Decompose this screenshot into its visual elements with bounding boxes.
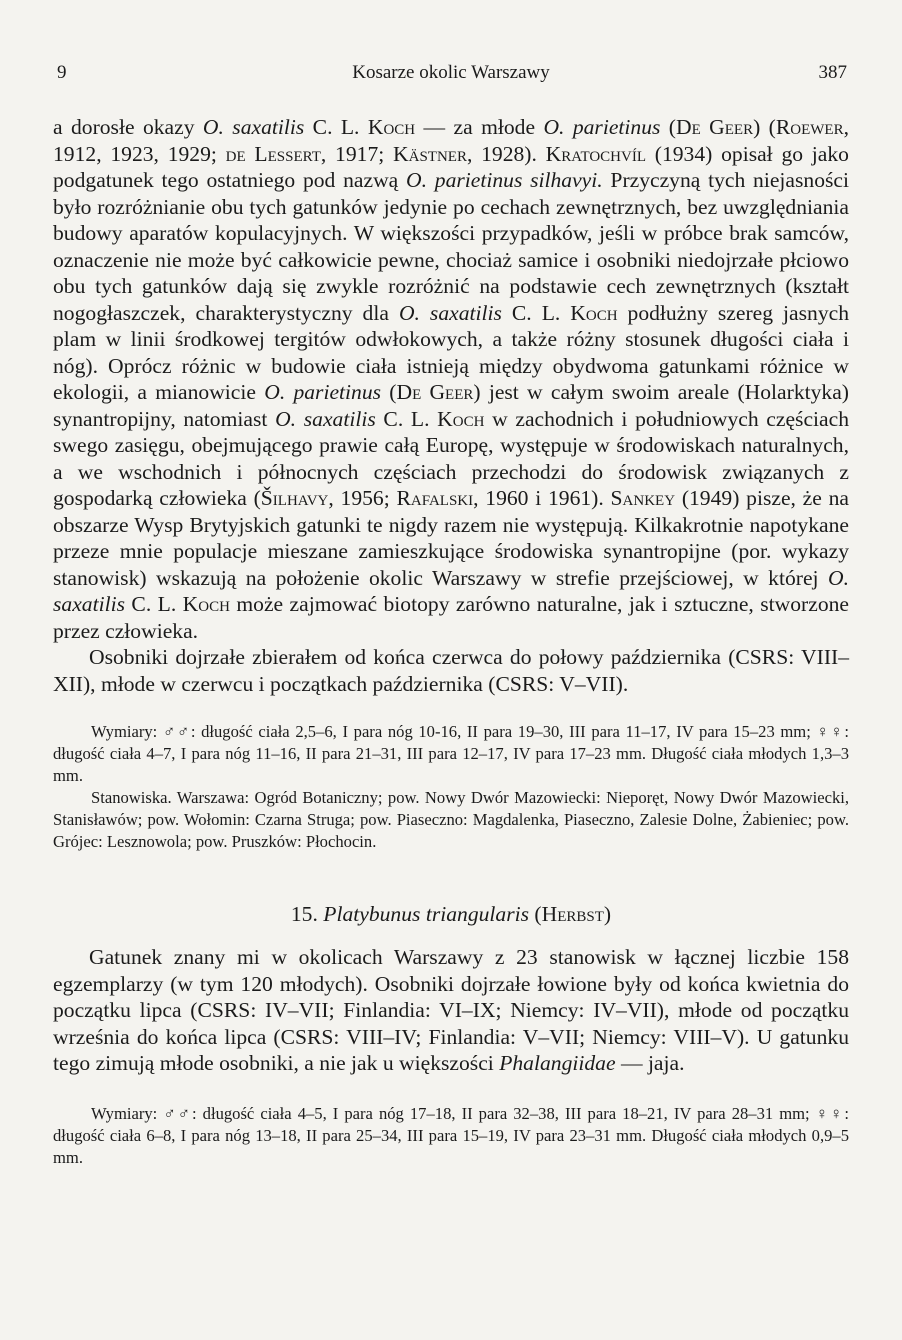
species-name: O. saxatilis	[202, 115, 305, 139]
text-run: , 1928).	[466, 141, 546, 166]
author-name: De Geer	[396, 380, 474, 404]
section-species-name: Platybunus triangularis	[323, 902, 530, 926]
running-head	[53, 58, 849, 88]
localities-text: Stanowiska. Warszawa: Ogród Botaniczny; pow. Nowy Dwór Mazowiecki: Nieporęt, Nowy Dwór Mazowiecki, Stanisławów; pow. Wołomin: Czarna Struga; pow. Piaseczno: Magdalenka, Piaseczno, Zalesie Dolne, Żabieniec; pow. Grójec: Lesznowola; pow. Pruszków: Płochocin.	[53, 788, 849, 851]
paragraph-phenology: Osobniki dojrzałe zbierałem od końca czerwca do połowy października (CSRS: VIII–XII), młode w czerwcu i początkach października (CSRS: V–VII).	[53, 645, 849, 696]
text-run: w zachodnich i południowych częściach swego zasięgu, obejmującego prawie całą Europę, występuje w środowiskach naturalnych, a we wschodnich i północnych częściach przechodzi do środowisk związanych z gospodarką człowieka (	[53, 406, 850, 510]
author-name: Koch	[182, 592, 230, 616]
text-run: może zajmować biotopy zarówno naturalne, jak i sztuczne, stworzone przez człowieka.	[53, 592, 849, 643]
page-number: 387	[818, 62, 847, 83]
text-run: (	[529, 902, 542, 926]
text-run: — za młode	[415, 115, 544, 139]
section-author: Herbst	[541, 902, 604, 926]
text-run: (1934) opisał go jako podgatunek tego ostatniego pod nazwą	[53, 141, 849, 192]
text-run: C. L.	[375, 406, 438, 431]
author-name: Kratochvíl	[545, 141, 646, 166]
species-name: O. parietinus	[543, 115, 661, 139]
section-number: 15.	[290, 902, 324, 926]
text-run: , 1912, 1923, 1929;	[53, 115, 849, 166]
text-run: Gatunek znany mi w okolicach Warszawy z 23 stanowisk w łącznej liczbie 158 egzemplarzy (w tym 120 młodych). Osobniki dojrzałe łowione były od końca kwietnia do początku lipca (CSRS: IV–VII; Finlandia: VI–IX; Niemcy: IV–VII), młode od początku września do końca lipca (CSRS: VIII–IV; Finlandia: V–VII; Niemcy: VIII–V). U gatunku tego zimują młode osobniki, a nie jak u większości	[53, 945, 849, 1075]
journal-page	[53, 58, 849, 1169]
text-run: Przyczyną tych niejasności było rozróżnianie obu tych gatunków jedynie po cechach zewnętrznych, bez uwzględniania budowy aparatów kopulacyjnych. W większości przypadków, jeśli w próbce brak samców, oznaczenie nie może być całkowicie pewne, chociaż samice i osobniki niedojrzałe płciowo obu tych gatunków dają się zwykle rozróżnić na podstawie cech zewnętrznych (kształt nogogłaszczek, charakterystyczny dla	[53, 168, 849, 325]
species-name: O. saxatilis	[275, 406, 376, 431]
paragraph-platybunus	[53, 944, 849, 1077]
author-name: Šilhavy	[260, 486, 329, 510]
species-name: O. parietinus	[264, 380, 382, 404]
text-run: (1949) pisze, że na obszarze Wysp Brytyjskich gatunki te nigdy razem nie występują. Kilkakrotnie napotykane przeze mnie populacje mieszane zamieszkujące środowiska synantropijne (por. wykazy stanowisk) wskazują na położenie okolic Warszawy w strefie przejściowej, w której	[53, 486, 849, 590]
text-run: C. L.	[124, 592, 183, 616]
species-name: O. saxatilis	[53, 565, 849, 616]
author-name: de Lessert	[225, 141, 321, 166]
author-name: De Geer	[676, 115, 754, 139]
text-run: )	[603, 902, 612, 926]
text-run: — jaja.	[615, 1051, 685, 1075]
text-run: podłużny szereg jasnych plam w linii środkowej tergitów odwłokowych, a także różny stosunek długości ciała i nóg). Oprócz różnic w budowie ciała istnieją między obydwoma gatunkami różnice w ekologii, a mianowicie	[53, 300, 849, 404]
running-title: Kosarze okolic Warszawy	[352, 62, 550, 83]
measurements-block-1	[53, 721, 849, 853]
family-name: Phalangiidae	[499, 1051, 616, 1075]
text-run: , 1960 i 1961).	[473, 486, 611, 510]
issue-number: 9	[57, 62, 67, 83]
author-name: Koch	[437, 406, 485, 431]
text-run: , 1917;	[320, 141, 394, 166]
text-run: (	[381, 380, 397, 404]
author-name: Rafalski	[396, 486, 474, 510]
text-run: a dorosłe okazy	[53, 115, 203, 139]
species-name: O. saxatilis	[398, 300, 502, 325]
text-run: C. L.	[304, 115, 368, 139]
section-main-text	[53, 944, 849, 1077]
author-name: Koch	[367, 115, 416, 139]
author-name: Roewer	[775, 115, 844, 139]
paragraph-ecology	[53, 114, 849, 644]
text-run: ) (	[753, 115, 776, 139]
text-run: (	[660, 115, 676, 139]
measurements-block-2	[53, 1103, 849, 1169]
measurements-text: Wymiary: ♂♂: długość ciała 2,5–6, I para nóg 10-16, II para 19–30, III para 11–17, IV para 15–23 mm; ♀♀: długość ciała 4–7, I para nóg 11–16, II para 21–31, III para 12–17, IV para 17–23 mm. Długość ciała młodych 1,3–3 mm.	[53, 722, 849, 785]
text-run: C. L.	[501, 300, 571, 325]
author-name: Koch	[570, 300, 618, 325]
measurements-text: Wymiary: ♂♂: długość ciała 4–5, I para nóg 17–18, II para 32–38, III para 18–21, IV para 28–31 mm; ♀♀: długość ciała 6–8, I para nóg 13–18, II para 25–34, III para 15–19, IV para 23–31 mm. Długość ciała młodych 0,9–5 mm.	[53, 1103, 849, 1167]
section-heading	[53, 899, 849, 929]
species-name: O. parietinus silhavyi.	[406, 168, 603, 192]
text-run: , 1956;	[328, 486, 397, 510]
author-name: Kästner	[393, 141, 467, 166]
text-run: ) jest w całym swoim areale (Holarktyka) synantropijny, natomiast	[53, 380, 849, 431]
author-name: Sankey	[610, 486, 676, 510]
main-text	[53, 114, 849, 697]
